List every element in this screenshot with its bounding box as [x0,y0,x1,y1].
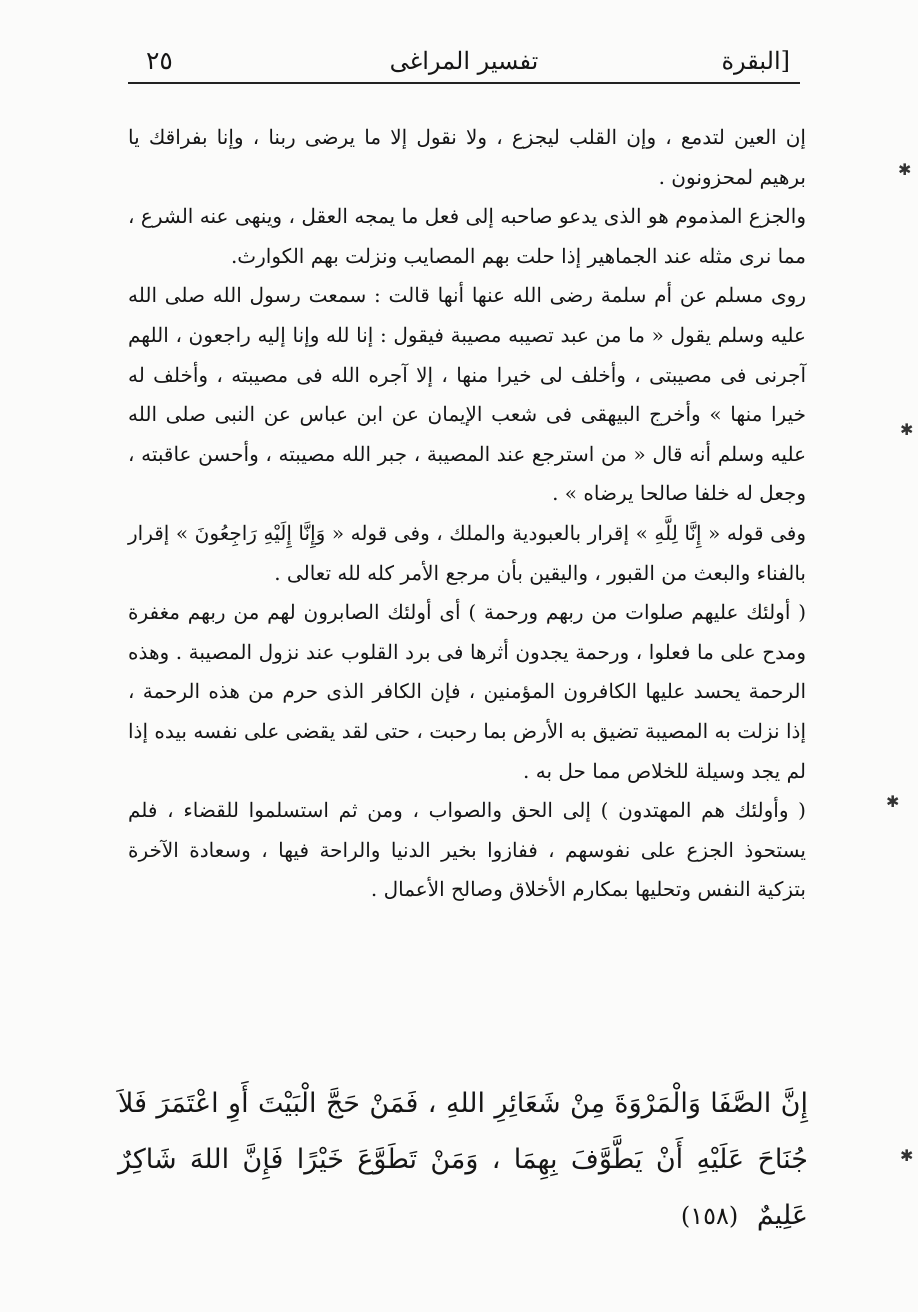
quran-verse [118,1076,808,1244]
margin-mark: ✱ [898,160,912,179]
body-text [128,118,806,910]
paragraph: وفى قوله « إِنَّا لِلَّهِ » إقرار بالعبودية والملك ، وفى قوله « وَإِنَّا إِلَيْهِ رَاجِعُونَ » إقرار بالفناء والبعث من القبور ، واليقين بأن مرجع الأمر كله لله تعالى . [128,520,806,585]
margin-mark: ✱ [900,1146,914,1165]
paragraph: إن العين لتدمع ، وإن القلب ليجزع ، ولا نقول إلا ما يرضى ربنا ، وإنا بفراقك يا برهيم لمحزونون . [128,125,806,189]
page-header [128,40,800,84]
header-rule [128,82,800,84]
verse-text: إِنَّ الصَّفَا وَالْمَرْوَةَ مِنْ شَعَائِرِ اللهِ ، فَمَنْ حَجَّ الْبَيْتَ أَوِ اعْتَمَرَ فَلاَ جُنَاحَ عَلَيْهِ أَنْ يَطَّوَّفَ بِهِمَا ، وَمَنْ تَطَوَّعَ خَيْرًا فَإِنَّ اللهَ شَاكِرٌ عَلِيمٌ [118,1088,808,1231]
paragraph: ( وأولئك هم المهتدون ) إلى الحق والصواب ، ومن ثم استسلموا للقضاء ، فلم يستحوذ الجزع على نفوسهم ، ففازوا بخير الدنيا والراحة فيها ، وسعادة الآخرة بتزكية النفس وتحليها بمكارم الأخلاق وصالح الأعمال . [128,798,806,902]
margin-mark: ✱ [900,420,914,439]
verse-number: (١٥٨) [680,1202,739,1230]
margin-mark: ✱ [886,792,900,811]
surah-title: البقرة] [721,47,790,75]
paragraph: ( أولئك عليهم صلوات من ربهم ورحمة ) أى أولئك الصابرون لهم من ربهم مغفرة ومدح على ما فعلوا ، ورحمة يجدون أثرها فى برد القلوب عند نزول المصيبة . وهذه الرحمة يحسد عليها الكافرون المؤمنين ، فإن الكافر الذى حرم من هذه الرحمة ، إذا نزلت به المصيبة تضيق به الأرض بما رحبت ، حتى لقد يقضى على نفسه بيده إذا لم يجد وسيلة للخلاص مما حل به . [128,600,806,783]
paragraph: والجزع المذموم هو الذى يدعو صاحبه إلى فعل ما يمجه العقل ، وينهى عنه الشرع ، مما نرى مثله عند الجماهير إذا حلت بهم المصايب ونزلت بهم الكوارث. [128,204,806,268]
page-number: ٢٥ [146,46,173,75]
paragraph: روى مسلم عن أم سلمة رضى الله عنها أنها قالت : سمعت رسول الله صلى الله عليه وسلم يقول « ما من عبد تصيبه مصيبة فيقول : إنا لله وإنا إليه راجعون ، اللهم آجرنى فى مصيبتى ، وأخلف لى خيرا منها ، إلا آجره الله فى مصيبته ، وأخلف له خيرا منها » وأخرج البيهقى فى شعب الإيمان عن ابن عباس عن النبى صلى الله عليه وسلم أنه قال « من استرجع عند المصيبة ، جبر الله مصيبته ، وأحسن عاقبته ، وجعل له خلفا صالحا يرضاه » . [128,283,806,506]
verse-paragraph [118,1076,808,1244]
book-title: تفسير المراغى [389,47,539,75]
